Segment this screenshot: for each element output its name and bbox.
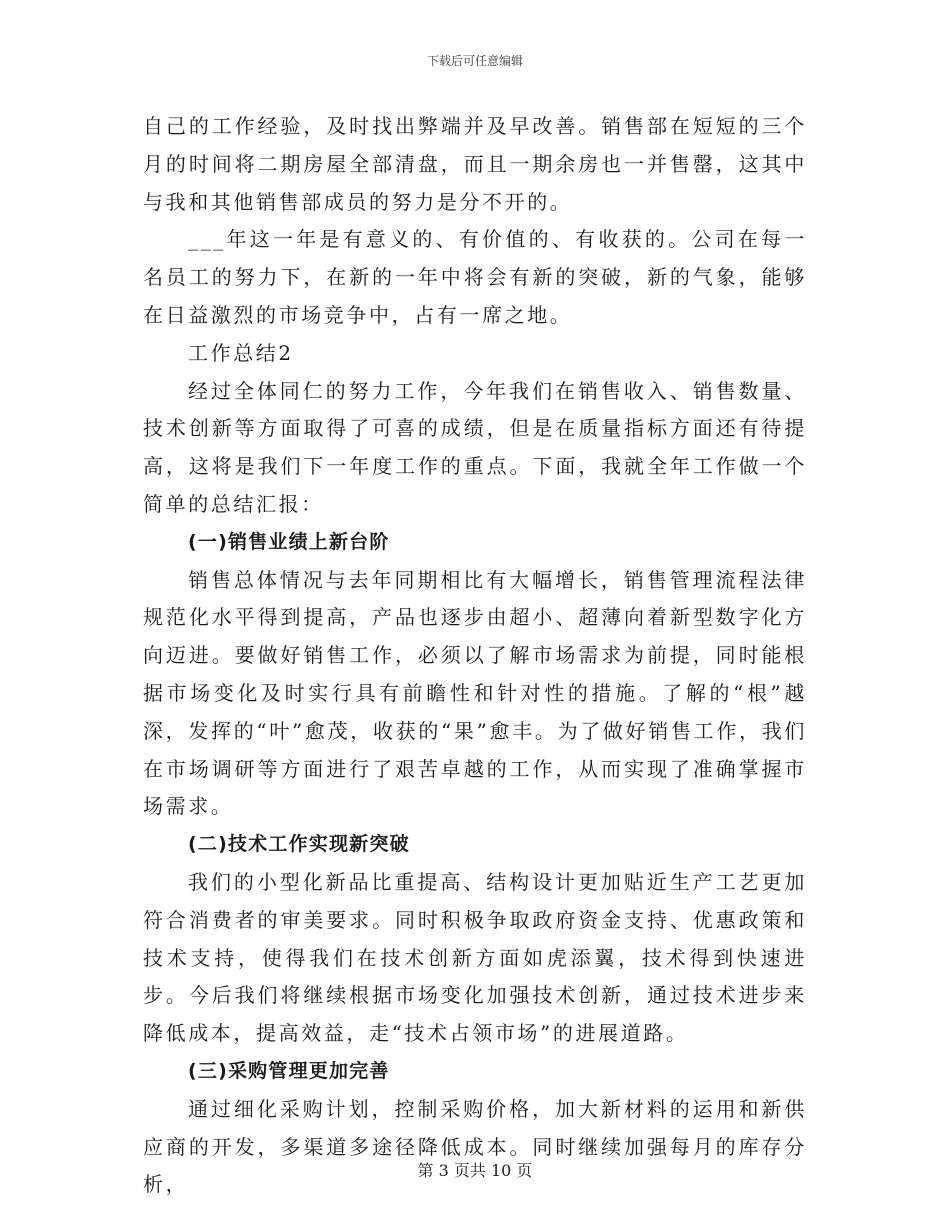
paragraph: 我们的小型化新品比重提高、结构设计更加贴近生产工艺更加符合消费者的审美要求。同时积极争取政府资金支持、优惠政策和技术支持，使得我们在技术创新方面如虎添翼，技术得到快速进步。今后我们将继续根据市场变化加强技术创新，通过技术进步来降低成本，提高效益，走“技术占领市场”的进展道路。 <box>143 869 807 1046</box>
document-body <box>143 108 807 1204</box>
subheading: (三)采购管理更加完善 <box>188 1059 390 1082</box>
subheading: (一)销售业绩上新台阶 <box>188 530 390 553</box>
section-title: 工作总结2 <box>188 340 294 365</box>
paragraph: 自己的工作经验，及时找出弊端并及早改善。销售部在短短的三个月的时间将二期房屋全部清盘，而且一期余房也一并售罄，这其中与我和其他销售部成员的努力是分不开的。 <box>143 114 807 214</box>
paragraph: ___年这一年是有意义的、有价值的、有收获的。公司在每一名员工的努力下，在新的一年中将会有新的突破，新的气象，能够在日益激烈的市场竞争中，占有一席之地。 <box>143 227 807 327</box>
page-footer: 第 3 页共 10 页 <box>417 1161 533 1180</box>
paragraph: 经过全体同仁的努力工作，今年我们在销售收入、销售数量、技术创新等方面取得了可喜的成绩，但是在质量指标方面还有待提高，这将是我们下一年度工作的重点。下面，我就全年工作做一个简单的总结汇报： <box>143 378 807 516</box>
paragraph: 销售总体情况与去年同期相比有大幅增长，销售管理流程法律规范化水平得到提高，产品也逐步由超小、超薄向着新型数字化方向迈进。要做好销售工作，必须以了解市场需求为前提，同时能根据市场变化及时实行具有前瞻性和针对性的措施。了解的“根”越深，发挥的“叶”愈茂，收获的“果”愈丰。为了做好销售工作，我们在市场调研等方面进行了艰苦卓越的工作，从而实现了准确掌握市场需求。 <box>143 567 807 819</box>
page-header: 下载后可任意编辑 <box>426 54 523 68</box>
paragraph: 通过细化采购计划，控制采购价格，加大新材料的运用和新供应商的开发，多渠道多途径降低成本。同时继续加强每月的库存分析， <box>143 1096 807 1197</box>
subheading: (二)技术工作实现新突破 <box>188 833 410 856</box>
